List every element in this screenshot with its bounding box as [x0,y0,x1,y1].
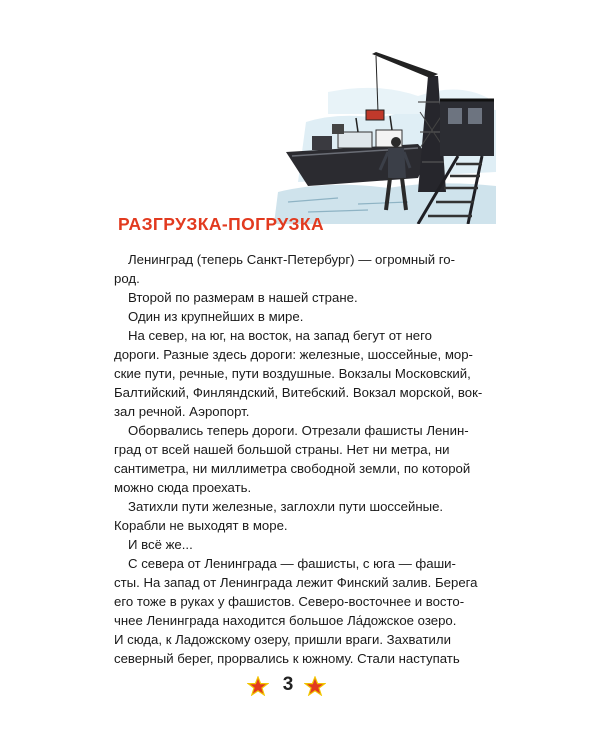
text-line: Второй по размерам в нашей стране. [128,290,358,305]
page-number: 3 [282,674,294,695]
text-line: На север, на юг, на восток, на запад бегут от него [128,328,432,343]
text-line: С севера от Ленинграда — фашисты, с юга — фаши- [128,556,456,571]
text-line: сты. На запад от Ленинграда лежит Финский залив. Берега [114,575,478,590]
text-line: Оборвались теперь дороги. Отрезали фашисты Ленин- [128,423,469,438]
text-line: чнее Ленинграда находится большое Ла́дожское озеро. [114,613,457,628]
text-line: можно сюда проехать. [114,480,252,495]
harbor-illustration [268,52,496,224]
page-footer [0,672,600,702]
text-line: сантиметра, ни миллиметра свободной земли, по которой [114,461,471,476]
text-line: северный берег, прорвались к южному. Стали наступать [114,651,460,666]
text-line: Затихли пути железные, заглохли пути шоссейные. [128,499,444,514]
page-title: РАЗГРУЗКА-ПОГРУЗКА [118,214,325,234]
text-line: Балтийский, Финляндский, Витебский. Вокзал морской, вок- [114,385,483,400]
text-line: род. [114,271,140,286]
star-icon [247,676,269,696]
text-line: зал речной. Аэропорт. [114,404,250,419]
text-line: И всё же... [128,537,193,552]
text-line: Один из крупнейших в мире. [128,309,304,324]
text-line: дороги. Разные здесь дороги: железные, шоссейные, мор- [114,347,473,362]
text-line: ские пути, речные, пути воздушные. Вокзалы Московский, [114,366,471,381]
text-line: его тоже в руках у фашистов. Северо-восточнее и восто- [114,594,465,609]
text-line: И сюда, к Ладожскому озеру, пришли враги. Захватили [114,632,451,647]
text-line: Корабли не выходят в море. [114,518,288,533]
star-icon [304,676,326,696]
text-line: град от всей нашей большой страны. Нет ни метра, ни [114,442,450,457]
body-text [114,250,488,668]
text-line: Ленинград (теперь Санкт-Петербург) — огромный го- [128,252,455,267]
